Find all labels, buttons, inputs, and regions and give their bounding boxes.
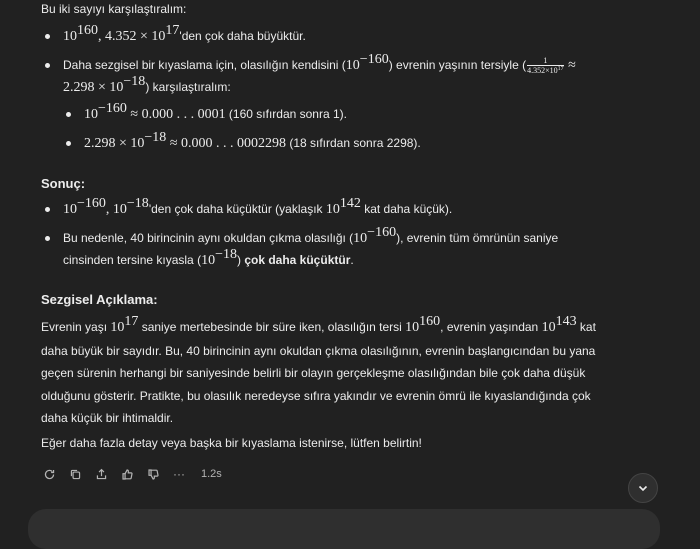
- regenerate-icon[interactable]: [41, 466, 57, 482]
- paragraph-line: daha büyük bir sayıdır. Bu, 40 birincinin aynı okuldan çıkma olasılığının, evrenin başlangıcından bu yana: [41, 343, 596, 358]
- list-item: $10^{-160}$, $10^{-18}'den$ çok daha küçüktür (yaklaşık $10^{142}$ kat daha küçük).: [63, 198, 653, 221]
- list-item: Bu nedenle, 40 birincinin aynı okuldan çıkma olasılığı $(10^{-160})$, evrenin tüm ömrünün saniye: [63, 227, 653, 250]
- list-item: Daha sezgisel bir kıyaslama için, olasılığın kendisini $(10^{-160})$ evrenin yaşının tersiyle ( $\frac{1}{4.352\times 10^{17}}$ ≈: [63, 54, 653, 77]
- thumbs-up-icon[interactable]: [119, 466, 135, 482]
- result-heading: Sonuç:: [41, 176, 86, 191]
- intro-text: Bu iki sayıyı karşılaştıralım:: [41, 2, 187, 16]
- message-actions: [41, 465, 222, 483]
- share-icon[interactable]: [93, 466, 109, 482]
- explanation-paragraph: [41, 316, 641, 430]
- list-item-continuation: cinsinden tersine kıyasla $(10^{-18})$ çok daha küçüktür.: [63, 247, 354, 268]
- paragraph-line: Evrenin yaşı $10^{17}$ saniye mertebesinde bir süre iken, olasılığın tersi $10^{160}$, evrenin yaşından $10^{143}$ kat: [41, 314, 596, 335]
- list-item-continuation: $2.298 \times 10^{-18}$) karşılaştıralım:: [63, 74, 231, 95]
- explanation-heading: Sezgisel Açıklama:: [41, 292, 158, 307]
- paragraph-line: daha küçük bir ihtimaldir.: [41, 411, 174, 425]
- closing-paragraph: Eğer daha fazla detay veya başka bir kıyaslama istenirse, lütfen belirtin!: [41, 436, 422, 450]
- paragraph-line: geçen sürenin herhangi bir saniyesinde belirli bir olayın gerçekleşme olasılığından bile çok daha düşük: [41, 366, 586, 380]
- response-time: 1.2s: [201, 468, 222, 480]
- more-icon[interactable]: ···: [173, 467, 185, 481]
- fraction: $\frac{1}{4.352\times 10^{17}}$: [527, 56, 564, 76]
- copy-icon[interactable]: [67, 466, 83, 482]
- thumbs-down-icon[interactable]: [145, 466, 161, 482]
- paragraph-line: olduğunu gösterir. Pratikte, bu olasılık neredeyse sıfıra yakındır ve evrenin ömrü ile kıyaslandığında çok: [41, 388, 591, 403]
- scroll-down-button[interactable]: [628, 473, 658, 503]
- list-item: $10^{160}$, $4.352 \times 10^{17}'den$ çok daha büyüktür.: [63, 25, 653, 48]
- sublist-item: $10^{-160} \approx 0.000$ . . . 0001 (160 sıfırdan sonra 1).: [84, 103, 674, 126]
- sublist-item: $2.298 \times 10^{-18} \approx 0.000$ . . . 0002298 (18 sıfırdan sonra 2298).: [84, 132, 674, 155]
- message-composer[interactable]: [28, 509, 660, 549]
- chevron-down-icon: [637, 482, 649, 494]
